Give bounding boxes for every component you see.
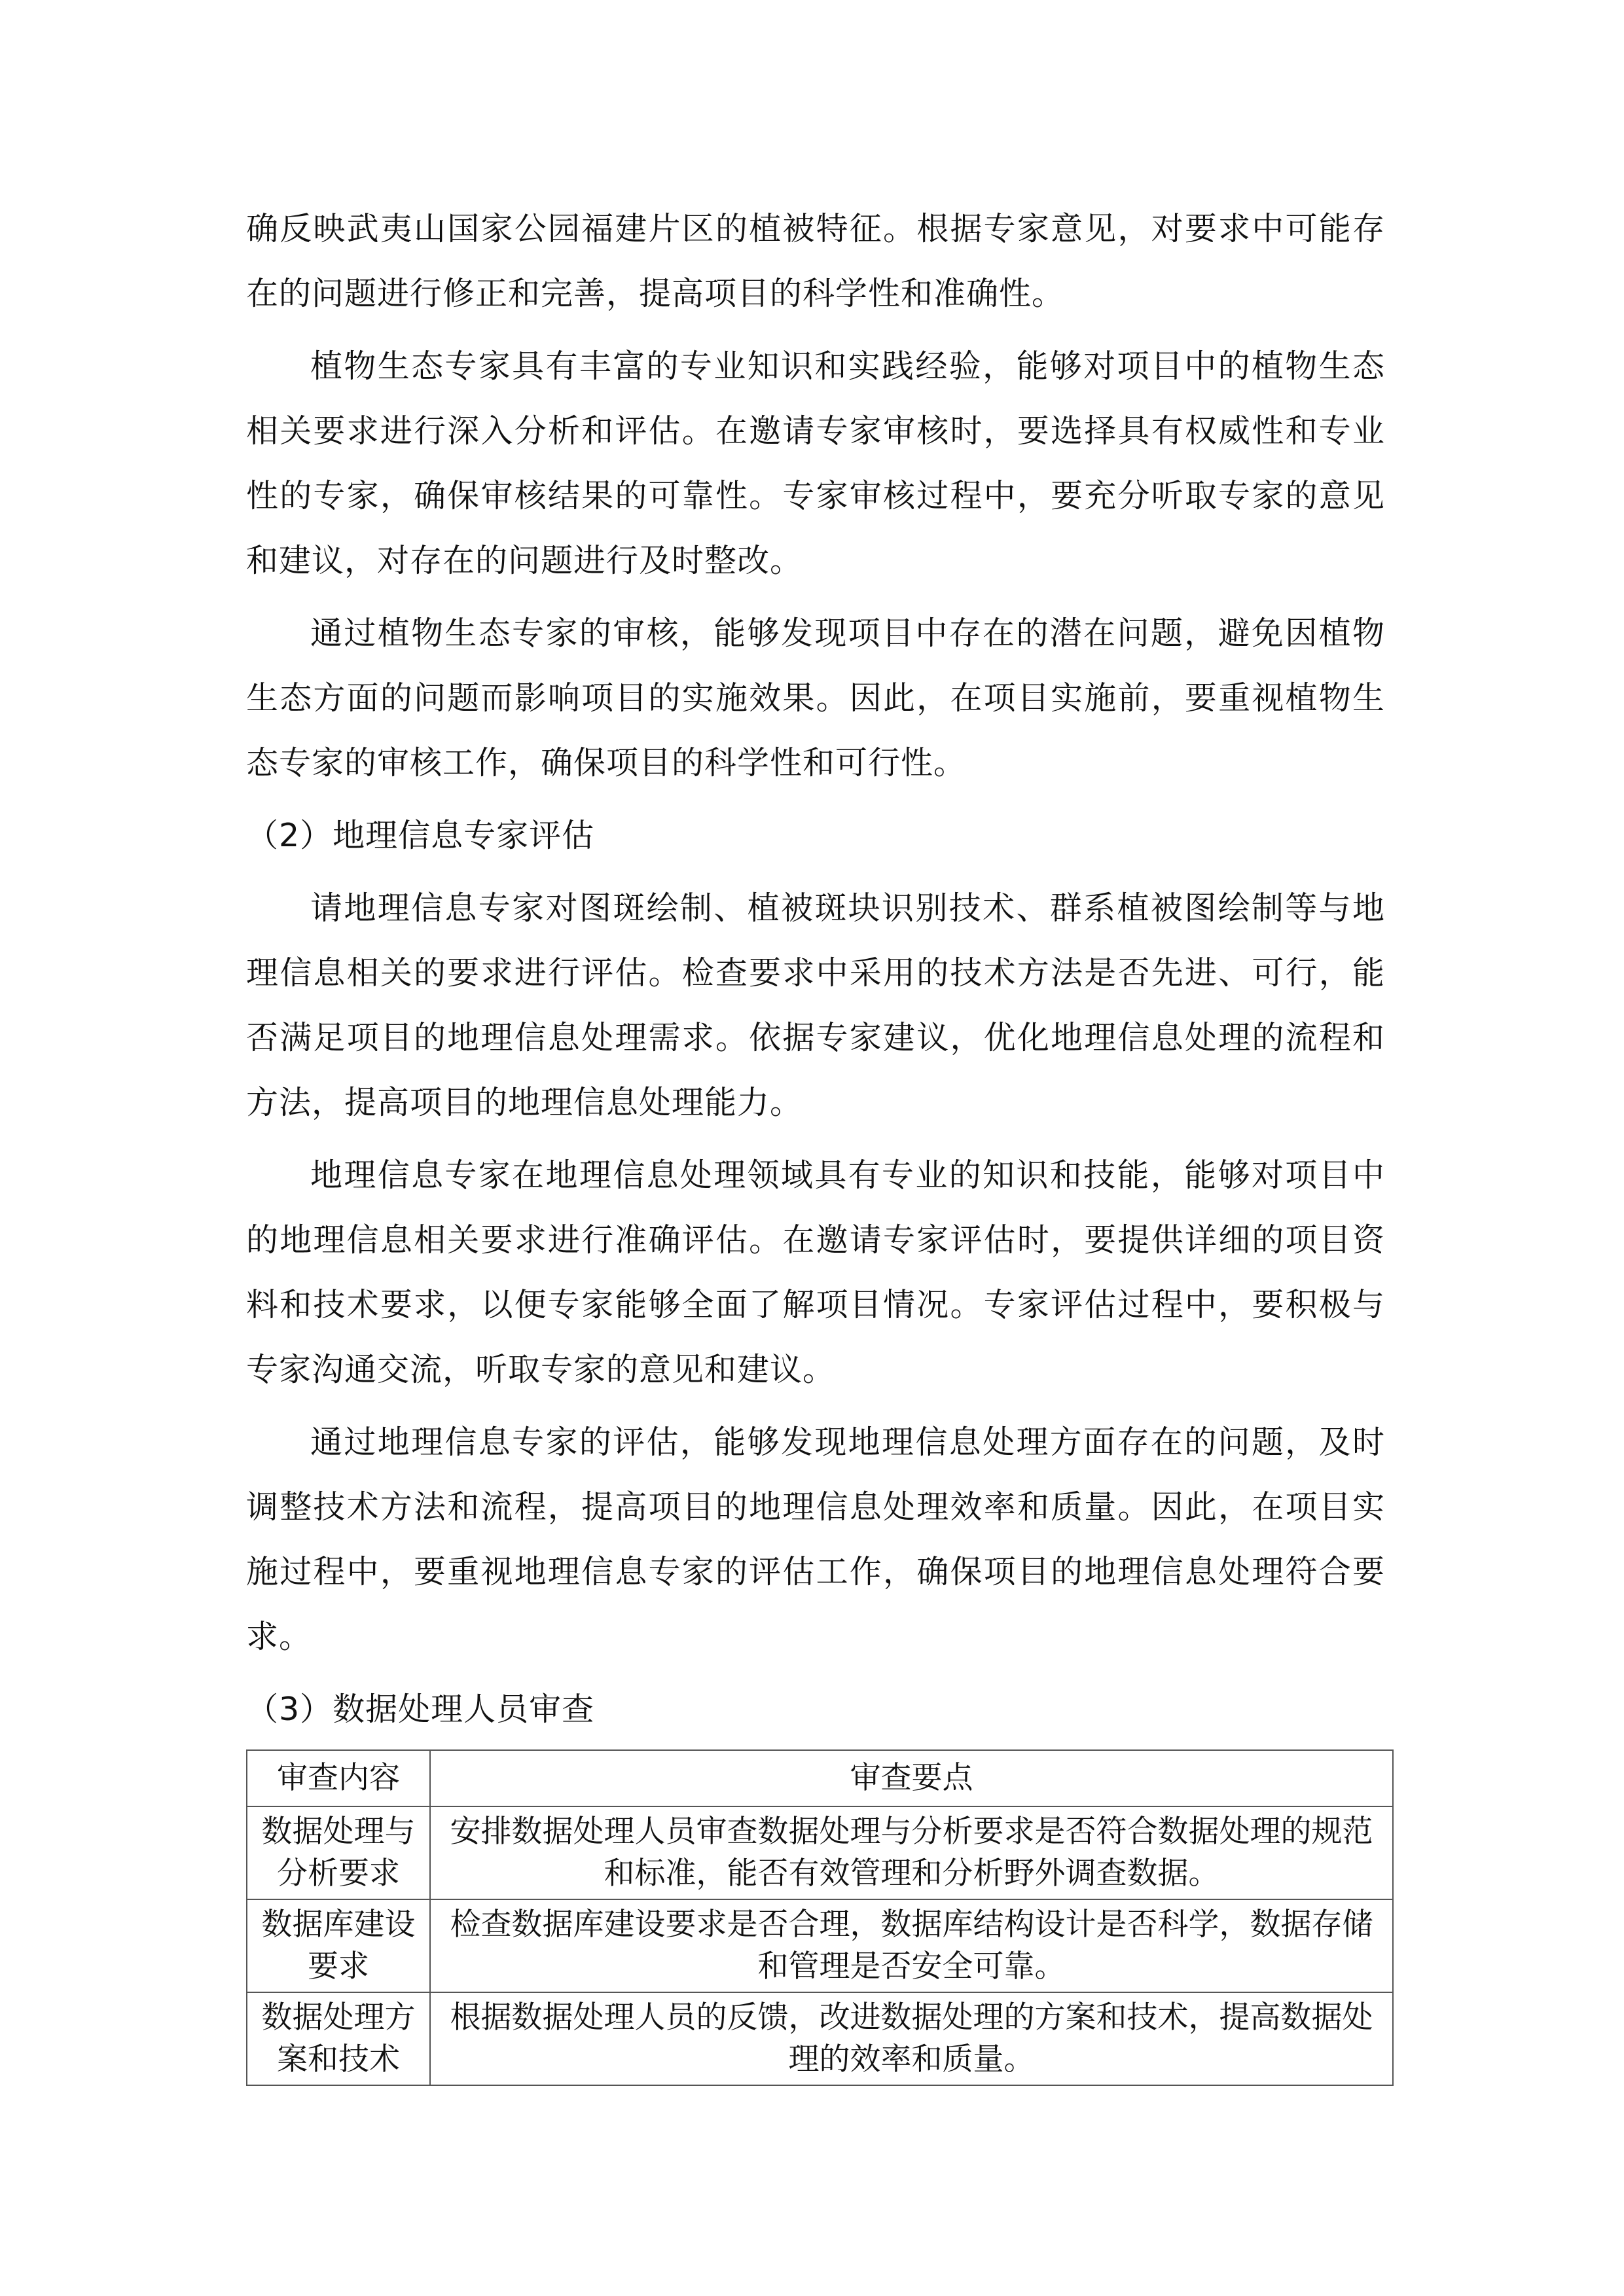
paragraph: 通过地理信息专家的评估，能够发现地理信息处理方面存在的问题，及时调整技术方法和流程，提高项目的地理信息处理效率和质量。因此，在项目实施过程中，要重视地理信息专家的评估工作，确保项目的地理信息处理符合要求。 [246,1424,1385,1655]
paragraph: 地理信息专家在地理信息处理领域具有专业的知识和技能，能够对项目中的地理信息相关要求进行准确评估。在邀请专家评估时，要提供详细的项目资料和技术要求，以便专家能够全面了解项目情况。专家评估过程中，要积极与专家沟通交流，听取专家的意见和建议。 [246,1157,1385,1388]
table-row [247,1899,1393,1992]
paragraph: 通过植物生态专家的审核，能够发现项目中存在的潜在问题，避免因植物生态方面的问题而影响项目的实施效果。因此，在项目实施前，要重视植物生态专家的审核工作，确保项目的科学性和可行性。 [246,615,1385,781]
section-heading-geo-info: （2）地理信息专家评估 [246,817,595,854]
row-point: 检查数据库建设要求是否合理，数据库结构设计是否科学，数据存储和管理是否安全可靠。 [430,1899,1393,1992]
table-row [247,1992,1393,2085]
table-row [247,1806,1393,1899]
paragraph-continued: 确反映武夷山国家公园福建片区的植被特征。根据专家意见，对要求中可能存在的问题进行修正和完善，提高项目的科学性和准确性。 [246,210,1385,312]
header-review-points: 审查要点 [430,1750,1393,1806]
row-point: 根据数据处理人员的反馈，改进数据处理的方案和技术，提高数据处理的效率和质量。 [430,1992,1393,2085]
review-table [246,1749,1394,2086]
header-review-content: 审查内容 [247,1750,430,1806]
row-item: 数据库建设要求 [247,1899,430,1992]
row-item: 数据处理方案和技术 [247,1992,430,2085]
row-item: 数据处理与分析要求 [247,1806,430,1899]
paragraph: 植物生态专家具有丰富的专业知识和实践经验，能够对项目中的植物生态相关要求进行深入分析和评估。在邀请专家审核时，要选择具有权威性和专业性的专家，确保审核结果的可靠性。专家审核过程中，要充分听取专家的意见和建议，对存在的问题进行及时整改。 [246,348,1385,579]
table-header-row [247,1750,1393,1806]
paragraph: 请地理信息专家对图斑绘制、植被斑块识别技术、群系植被图绘制等与地理信息相关的要求进行评估。检查要求中采用的技术方法是否先进、可行，能否满足项目的地理信息处理需求。依据专家建议，优化地理信息处理的流程和方法，提高项目的地理信息处理能力。 [246,889,1385,1121]
row-point: 安排数据处理人员审查数据处理与分析要求是否符合数据处理的规范和标准，能否有效管理和分析野外调查数据。 [430,1806,1393,1899]
section-heading-data-review: （3）数据处理人员审查 [246,1691,595,1728]
page-content [246,196,1385,2086]
